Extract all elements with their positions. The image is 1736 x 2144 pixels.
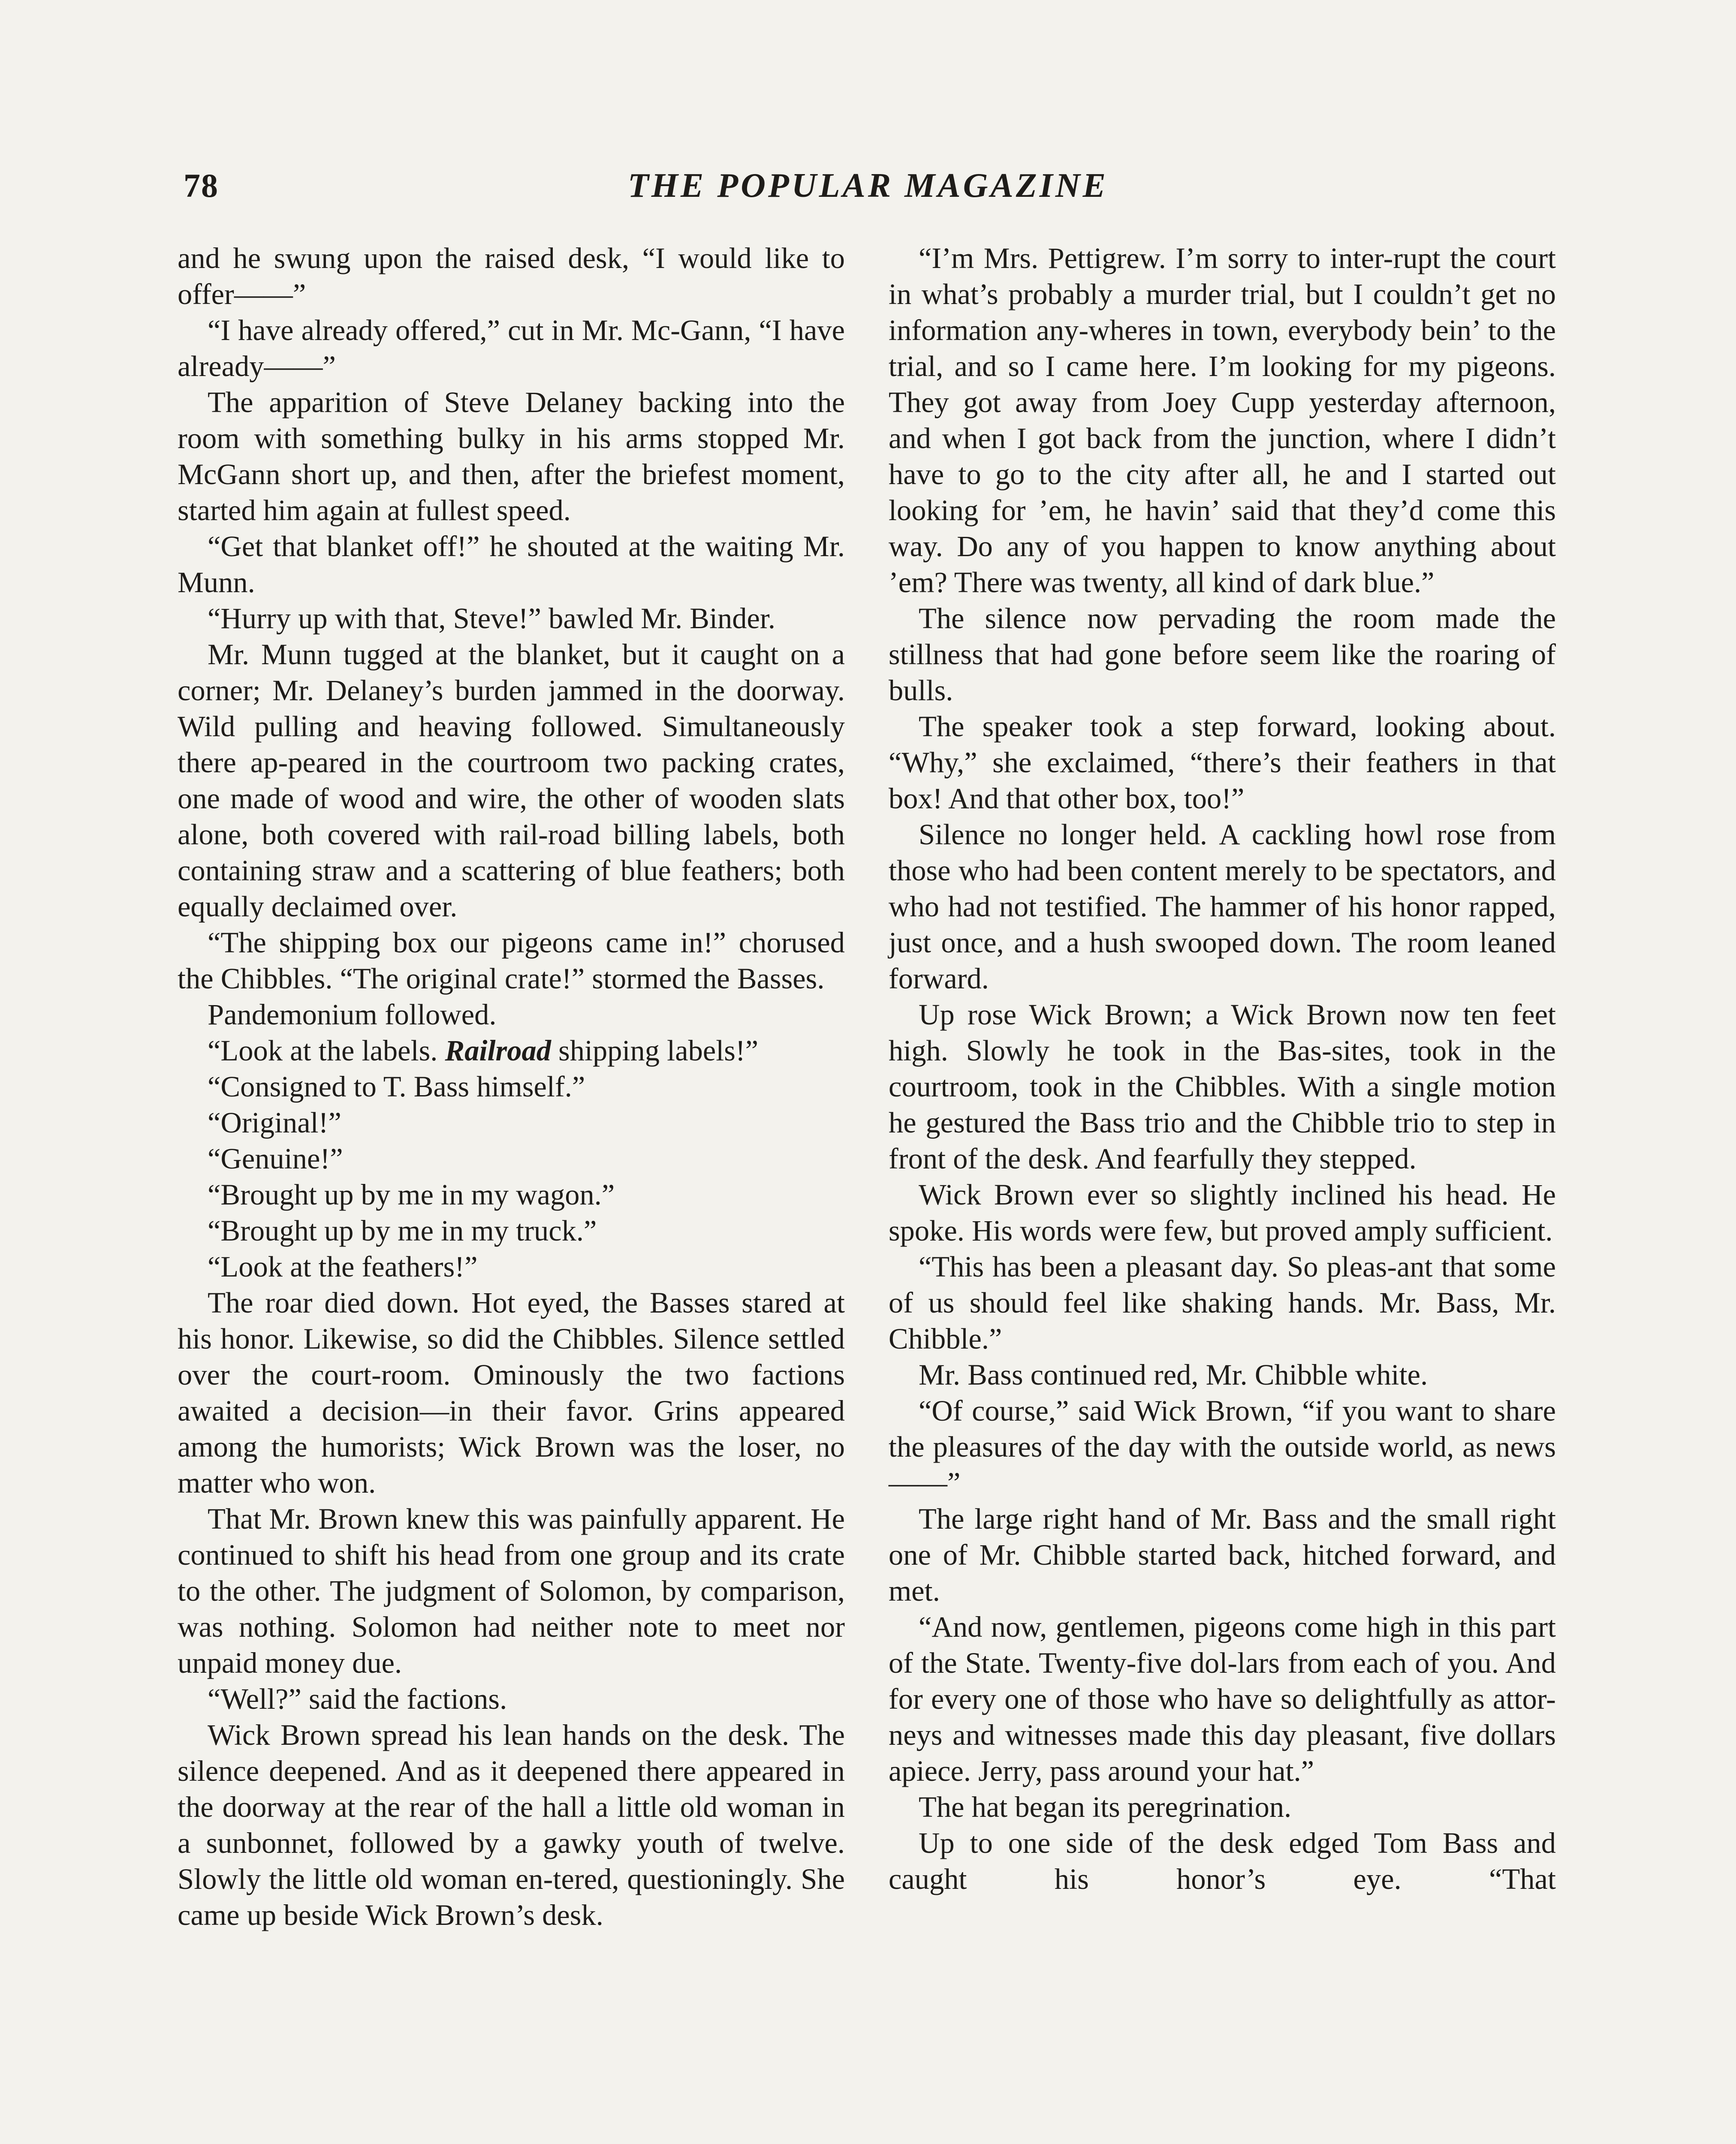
paragraph: That Mr. Brown knew this was painfully apparent. He continued to shift his head from one group and its crate to the other. The judgment of Solomon, by comparison, was nothing. Solomon had neither note to meet nor unpaid money due. <box>178 1503 845 1679</box>
paragraph: The silence now pervading the room made the stillness that had gone before seem like the roaring of bulls. <box>889 602 1556 707</box>
paragraph-text: “Look at the labels. <box>208 1034 438 1067</box>
paragraph: and he swung upon the raised desk, “I would like to offer——” <box>178 242 845 310</box>
paragraph: The roar died down. Hot eyed, the Basses stared at his honor. Likewise, so did the Chibbles. Silence settled over the court-room. Ominously the two factions awaited a decision—in their favor. Grins appeared among the humorists; Wick Brown was the loser, no matter who won. <box>178 1286 845 1499</box>
paragraph: “I have already offered,” cut in Mr. Mc-Gann, “I have already——” <box>178 314 845 382</box>
right-column <box>889 240 1556 1897</box>
paragraph: The hat began its peregrination. <box>919 1791 1292 1823</box>
paragraph: “Genuine!” <box>208 1142 343 1175</box>
page-number: 78 <box>184 167 219 204</box>
paragraph: “I’m Mrs. Pettigrew. I’m sorry to inter-rupt the court in what’s probably a murder trial, but I couldn’t get no information any-wheres in town, everybody bein’ to the trial, and so I came here. I’m looking for my pigeons. They got away from Joey Cupp yesterday afternoon, and when I got back from the junction, where I didn’t have to go to the city after all, he and I started out looking for ’em, he havin’ said that they’d come this way. Do any of you happen to know anything about ’em? There was twenty, all kind of dark blue.” <box>889 242 1556 599</box>
paragraph: “This has been a pleasant day. So pleas-ant that some of us should feel like shaking hands. Mr. Bass, Mr. Chibble.” <box>889 1250 1556 1355</box>
paragraph: The speaker took a step forward, looking about. “Why,” she exclaimed, “there’s their feathers in that box! And that other box, too!” <box>889 710 1556 815</box>
paragraph: “Well?” said the factions. <box>208 1683 507 1715</box>
paragraph: Mr. Bass continued red, Mr. Chibble white. <box>919 1358 1428 1391</box>
paragraph: “Brought up by me in my wagon.” <box>208 1178 615 1211</box>
running-head: THE POPULAR MAGAZINE <box>627 167 1109 205</box>
paragraph: Wick Brown spread his lean hands on the desk. The silence deepened. And as it deepened there appeared in the doorway at the rear of the hall a little old woman in a sunbonnet, followed by a gawky youth of twelve. Slowly the little old woman en-tered, questioningly. She came up beside Wick Brown’s desk. <box>178 1719 845 1931</box>
paragraph: The apparition of Steve Delaney backing into the room with something bulky in his arms stopped Mr. McGann short up, and then, after the briefest moment, started him again at fullest speed. <box>178 386 845 527</box>
paragraph <box>178 1033 845 1069</box>
paragraph: “Hurry up with that, Steve!” bawled Mr. Binder. <box>208 602 776 635</box>
paragraph: Wick Brown ever so slightly inclined his head. He spoke. His words were few, but proved amply sufficient. <box>889 1178 1556 1247</box>
paragraph: Up to one side of the desk edged Tom Bass and caught his honor’s eye. “That <box>889 1827 1556 1895</box>
paragraph: Mr. Munn tugged at the blanket, but it caught on a corner; Mr. Delaney’s burden jammed in the doorway. Wild pulling and heaving followed. Simultaneously there ap-peared in the courtroom two packing crates, one made of wood and wire, the other of wooden slats alone, both covered with rail-road billing labels, both containing straw and a scattering of blue feathers; both equally declaimed over. <box>178 638 845 923</box>
paragraph: The large right hand of Mr. Bass and the small right one of Mr. Chibble started back, hitched forward, and met. <box>889 1503 1556 1607</box>
paragraph: “Get that blanket off!” he shouted at the waiting Mr. Munn. <box>178 530 845 599</box>
paragraph: Pandemonium followed. <box>208 998 497 1031</box>
left-column <box>178 240 845 1933</box>
paragraph-text: shipping labels!” <box>558 1034 759 1067</box>
italic-word: Railroad <box>445 1034 551 1067</box>
paragraph: “The shipping box our pigeons came in!” chorused the Chibbles. “The original crate!” stormed the Basses. <box>178 926 845 995</box>
paragraph: “Of course,” said Wick Brown, “if you want to share the pleasures of the day with the outside world, as news——” <box>889 1394 1556 1499</box>
paragraph: “Brought up by me in my truck.” <box>208 1214 597 1247</box>
paragraph: Silence no longer held. A cackling howl rose from those who had been content merely to be spectators, and who had not testified. The hammer of his honor rapped, just once, and a hush swooped down. The room leaned forward. <box>889 818 1556 995</box>
paragraph: “Look at the feathers!” <box>208 1250 478 1283</box>
paragraph: Up rose Wick Brown; a Wick Brown now ten feet high. Slowly he took in the Bas-sites, took in the courtroom, took in the Chibbles. With a single motion he gestured the Bass trio and the Chibble trio to step in front of the desk. And fearfully they stepped. <box>889 998 1556 1175</box>
paragraph: “Consigned to T. Bass himself.” <box>208 1070 585 1103</box>
paragraph: “And now, gentlemen, pigeons come high in this part of the State. Twenty-five dol-lars from each of you. And for every one of those who have so delightfully as attor-neys and witnesses made this day pleasant, five dollars apiece. Jerry, pass around your hat.” <box>889 1611 1556 1787</box>
paragraph: “Original!” <box>208 1106 341 1139</box>
